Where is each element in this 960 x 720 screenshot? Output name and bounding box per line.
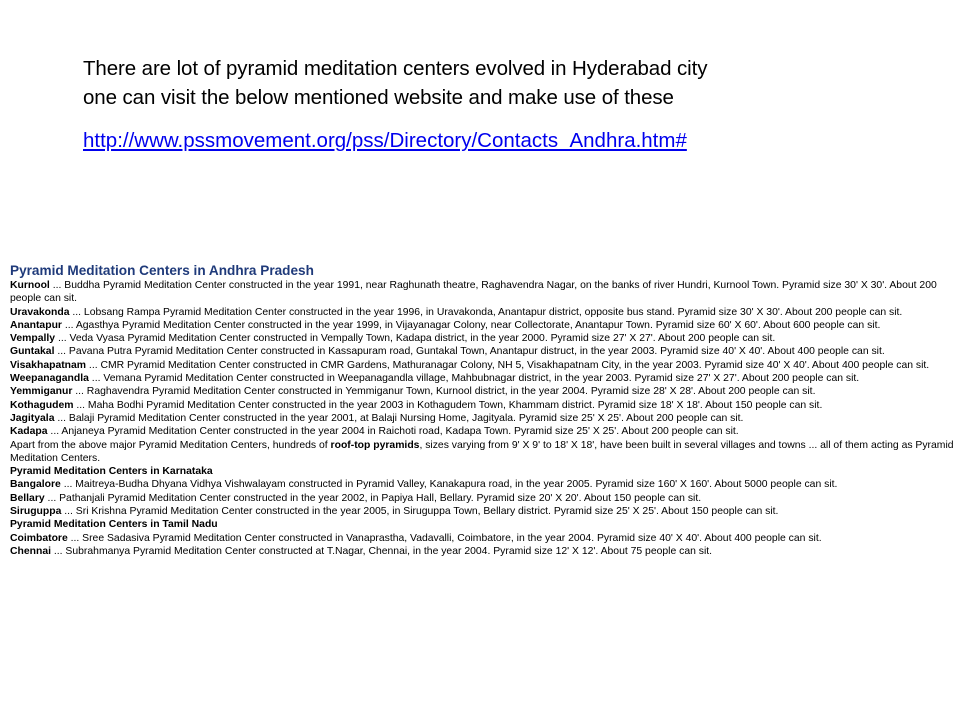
andhra-list bbox=[10, 279, 954, 439]
list-item: Weepanagandla ... Vemana Pyramid Meditation Center constructed in Weepanagandla village, Mahbubnagar district, in the year 2003. Pyramid size 27' X 27'. About 200 people can sit. bbox=[10, 373, 860, 385]
tamilnadu-section-title: Pyramid Meditation Centers in Tamil Nadu bbox=[10, 519, 218, 531]
intro-line-2: one can visit the below mentioned website and make use of these bbox=[83, 86, 674, 109]
andhra-section-title: Pyramid Meditation Centers in Andhra Pradesh bbox=[10, 263, 314, 278]
karnataka-section-title: Pyramid Meditation Centers in Karnataka bbox=[10, 466, 213, 478]
rooftop-note: Apart from the above major Pyramid Meditation Centers, hundreds of roof-top pyramids, sizes varying from 9' X 9' to 18' X 18', have been built in several villages and towns ... all of them acting as Pyramid Meditation Centers. bbox=[10, 439, 954, 464]
list-item: Chennai ... Subrahmanya Pyramid Meditation Center constructed at T.Nagar, Chennai, in the year 2004. Pyramid size 12' X 12'. About 75 people can sit. bbox=[10, 545, 713, 557]
list-item: Yemmiganur ... Raghavendra Pyramid Meditation Center constructed in Yemmiganur Town, Kurnool district, in the year 2004. Pyramid size 28' X 28'. About 200 people can sit. bbox=[10, 386, 816, 398]
list-item: Coimbatore ... Sree Sadasiva Pyramid Meditation Center constructed in Vanaprastha, Vadavalli, Coimbatore, in the year 2004. Pyramid size 40' X 40'. About 400 people can sit. bbox=[10, 532, 822, 544]
list-item: Anantapur ... Agasthya Pyramid Meditation Center constructed in the year 1999, in Vijayanagar Colony, near Collectorate, Anantapur Town. Pyramid size 60' X 60'. About 600 people can sit. bbox=[10, 319, 881, 331]
list-item: Kothagudem ... Maha Bodhi Pyramid Meditation Center constructed in the year 2003 in Kothagudem Town, Khammam district. Pyramid size 18' X 18'. About 150 people can sit. bbox=[10, 399, 823, 411]
intro-text bbox=[83, 54, 943, 112]
karnataka-list bbox=[10, 478, 954, 518]
list-item: Visakhapatnam ... CMR Pyramid Meditation Center constructed in CMR Gardens, Mathuranagar Colony, NH 5, Visakhapatnam City, in the year 2003. Pyramid size 40' X 40'. About 400 people can sit. bbox=[10, 359, 930, 371]
tamilnadu-list bbox=[10, 532, 954, 559]
list-item: Vempally ... Veda Vyasa Pyramid Meditation Center constructed in Vempally Town, Kadapa district, in the year 2000. Pyramid size 27' X 27'. About 200 people can sit. bbox=[10, 333, 776, 345]
list-item: Kurnool ... Buddha Pyramid Meditation Center constructed in the year 1991, near Raghunath theatre, Raghavendra Nagar, on the banks of river Hundri, Kurnool Town. Pyramid size 30' X 30'. About 200 people can sit. bbox=[10, 280, 937, 305]
list-item: Jagityala ... Balaji Pyramid Meditation Center constructed in the year 2001, at Balaji Nursing Home, Jagityala. Pyramid size 25' X 25'. About 200 people can sit. bbox=[10, 412, 744, 424]
list-item: Kadapa ... Anjaneya Pyramid Meditation Center constructed in the year 2004 in Raichoti road, Kadapa Town. Pyramid size 25' X 25'. About 200 people can sit. bbox=[10, 426, 739, 438]
list-item: Bangalore ... Maitreya-Budha Dhyana Vidhya Vishwalayam constructed in Pyramid Valley, Kanakapura road, in the year 2005. Pyramid size 160' X 160'. About 5000 people can sit. bbox=[10, 479, 838, 491]
intro-line-1: There are lot of pyramid meditation centers evolved in Hyderabad city bbox=[83, 57, 708, 80]
list-item: Uravakonda ... Lobsang Rampa Pyramid Meditation Center constructed in the year 1996, in Uravakonda, Anantapur district, opposite bus stand. Pyramid size 30' X 30'. About 200 people can sit. bbox=[10, 306, 903, 318]
directory-screenshot bbox=[10, 262, 954, 558]
list-item: Siruguppa ... Sri Krishna Pyramid Meditation Center constructed in the year 2005, in Siruguppa Town, Bellary district. Pyramid size 25' X 25'. About 150 people can sit. bbox=[10, 506, 779, 518]
list-item: Guntakal ... Pavana Putra Pyramid Meditation Center constructed in Kassapuram road, Guntakal Town, Anantapur distruct, in the year 2003. Pyramid size 40' X 40'. About 400 people can sit. bbox=[10, 346, 885, 358]
list-item: Bellary ... Pathanjali Pyramid Meditation Center constructed in the year 2002, in Papiya Hall, Bellary. Pyramid size 20' X 20'. About 150 people can sit. bbox=[10, 492, 702, 504]
directory-link[interactable]: http://www.pssmovement.org/pss/Directory/Contacts_Andhra.htm# bbox=[83, 129, 687, 152]
rooftop-emphasis: roof-top pyramids bbox=[330, 439, 420, 451]
